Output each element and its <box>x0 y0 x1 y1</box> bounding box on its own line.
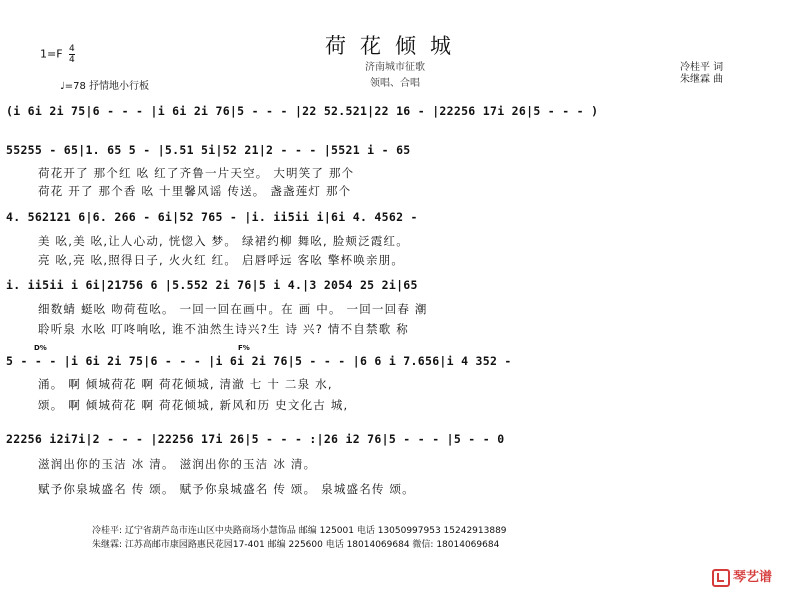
lyric-line: 赋予你泉城盛名 传 颂。 赋予你泉城盛名 传 颂。 泉城盛名传 颂。 <box>38 482 415 496</box>
tempo-marking: ♩=78 抒情地小行板 <box>60 81 149 92</box>
lyric-line: 荷花 开了 那个香 吆 十里馨风谣 传送。 盏盏莲灯 那个 <box>38 184 352 198</box>
lyric-line: 美 吆,美 吆,让人心动, 恍惚入 梦。 绿裙约柳 舞吆, 脸颊泛霞红。 <box>38 234 409 248</box>
time-numerator: 4 <box>69 44 75 54</box>
da-segno-mark: D% <box>34 344 47 352</box>
key-label: 1=F <box>40 47 63 61</box>
notation-system-3: 4. 562121 6|6. 266 - 6i|52 765 - |i. ii5ii i|6i 4. 4562 - <box>6 210 418 224</box>
lyric-line: 滋润出你的玉洁 冰 清。 滋润出你的玉洁 冰 清。 <box>38 457 317 471</box>
footer-contact-composer: 朱继霖: 江苏高邮市康园路惠民花园17-401 邮编 225600 电话 18014069684 微信: 18014069684 <box>92 540 500 550</box>
lyric-line: 荷花开了 那个红 吆 红了齐鲁一片天空。 大明笑了 那个 <box>38 166 355 180</box>
site-logo <box>712 566 772 587</box>
composer-credit: 朱继霖 曲 <box>680 74 724 85</box>
performer-note: 领唱、合唱 <box>370 78 420 89</box>
song-title: 荷花倾城 <box>325 34 465 58</box>
lyric-line: 聆听泉 水吆 叮咚响吆, 谁不油然生诗兴?生 诗 兴? 情不自禁歌 称 <box>38 322 409 336</box>
notation-system-4: i. ii5ii i 6i|21756 6 |5.552 2i 76|5 i 4.|3 2054 25 2i|65 <box>6 278 418 292</box>
footer-contact-lyricist: 冷桂平: 辽宁省葫芦岛市连山区中央路商场小慧饰品 邮编 125001 电话 13050997953 15242913889 <box>92 526 507 536</box>
logo-icon <box>712 569 730 587</box>
notation-system-1: (i 6i 2i 75|6 - - - |i 6i 2i 76|5 - - - |22 52.521|22 16 - |22256 17i 26|5 - - - ) <box>6 104 599 118</box>
logo-text: 琴艺谱 <box>733 570 773 585</box>
notation-system-2: 55255 - 65|1. 65 5 - |5.51 5i|52 21|2 - - - |5521 i - 65 <box>6 143 411 157</box>
lyric-line: 亮 吆,亮 吆,照得日子, 火火红 红。 启唇呼远 客吆 擎杯唤亲朋。 <box>38 253 405 267</box>
notation-system-6: 22256 i2i7i|2 - - - |22256 17i 26|5 - - - :|26 i2 76|5 - - - |5 - - 0 <box>6 432 505 446</box>
song-subtitle: 济南城市征歌 <box>365 62 425 73</box>
lyricist-credit: 冷桂平 词 <box>680 62 724 73</box>
key-signature <box>40 44 75 65</box>
lyric-line: 颂。 啊 倾城荷花 啊 荷花倾城, 新风和历 史文化古 城, <box>38 398 349 412</box>
lyric-line: 细数蜻 蜓吆 吻荷苞吆。 一回一回在画中。在 画 中。 一回一回春 潮 <box>38 302 428 316</box>
lyric-line: 涌。 啊 倾城荷花 啊 荷花倾城, 清澈 七 十 二泉 水, <box>38 377 333 391</box>
time-denominator: 4 <box>69 55 75 65</box>
notation-system-5: 5 - - - |i 6i 2i 75|6 - - - |i 6i 2i 76|5 - - - |6 6 i 7.656|i 4 352 - <box>6 354 512 368</box>
fine-mark: F% <box>238 344 250 352</box>
time-signature <box>69 44 75 65</box>
